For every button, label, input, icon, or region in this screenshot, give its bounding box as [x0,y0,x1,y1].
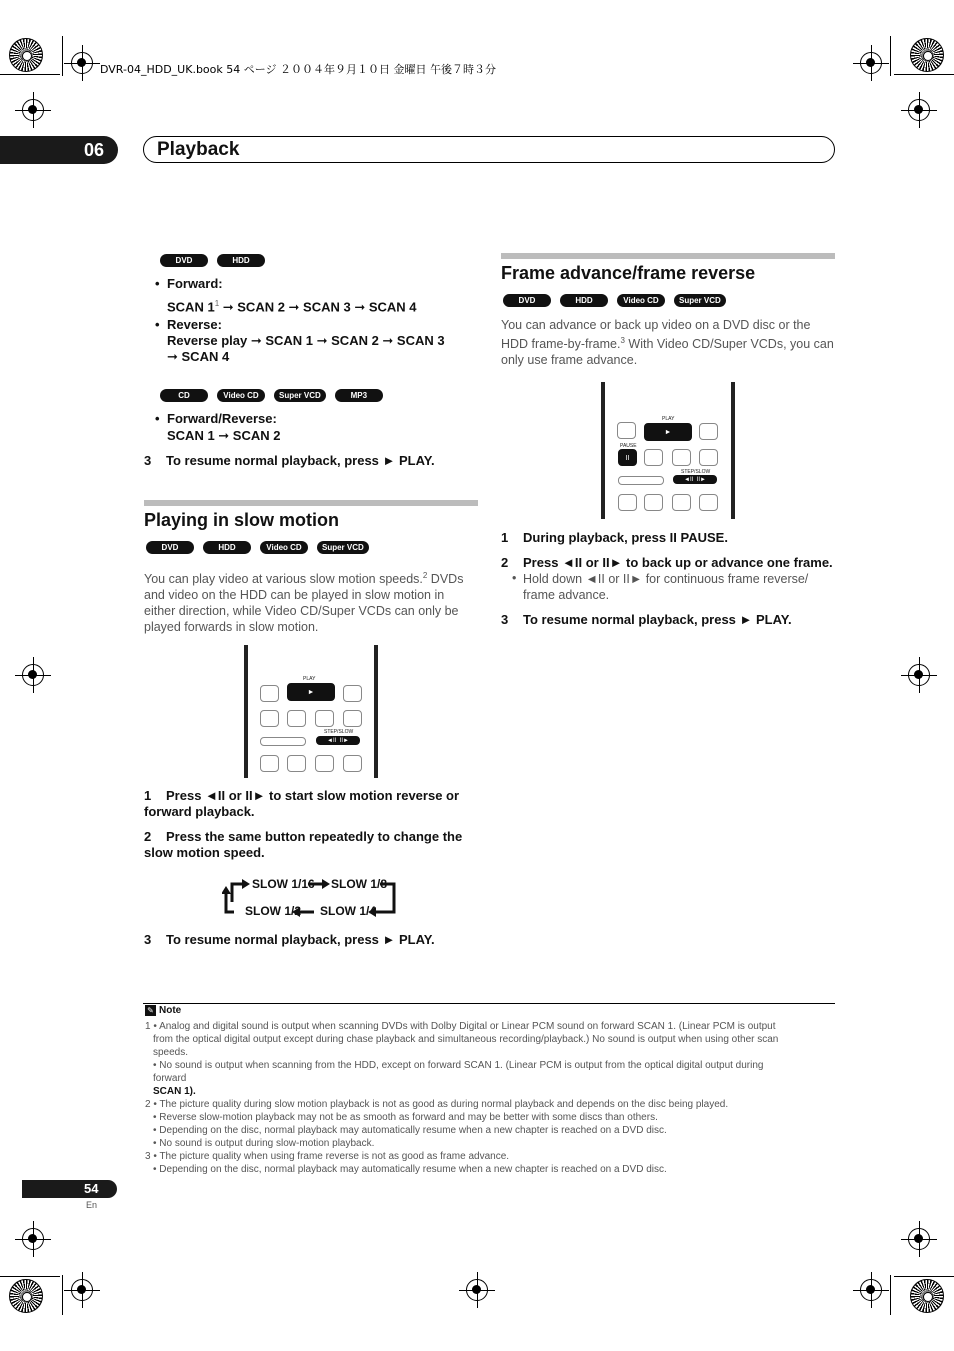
bullet: • [155,317,160,332]
footnote-ref: 1 [214,299,220,308]
chapter-number: 06 [84,140,105,160]
registration-wheel-icon [9,1279,43,1313]
speed-label: SLOW 1/2 [245,904,302,918]
step-number: 1 [501,530,509,545]
frame-step-2-bullet: Hold down ◄II or II► for continuous frame reverse/ frame advance. [523,572,809,602]
pause-label: PAUSE [620,443,637,449]
bullet: • [155,411,160,426]
forward-reverse-sequence: SCAN 1 ➞ SCAN 2 [167,428,281,443]
play-label: PLAY [303,676,316,682]
remote-button [699,423,718,440]
registration-mark-icon [908,664,930,686]
badge-cd: CD [160,389,208,402]
chapter-bar [143,136,835,163]
remote-edge [601,382,605,519]
bullet: • [155,276,160,291]
badge-hdd: HDD [560,294,608,307]
remote-button [287,755,306,772]
badge-dvd: DVD [160,254,208,267]
remote-button [260,737,306,746]
note-line: • No sound is output during slow-motion playback. [153,1138,375,1149]
forward-label: Forward: [167,276,223,291]
badge-super-vcd: Super VCD [317,541,369,554]
page-tab [22,1180,117,1198]
play-button: ► [644,423,692,441]
remote-edge [374,645,378,778]
registration-mark-icon [908,99,930,121]
slow-step-2 [144,829,478,861]
remote-button [260,685,279,702]
registration-mark-icon [22,664,44,686]
note-rule [143,1003,835,1004]
scan-step-3 [144,453,478,469]
registration-mark-icon [466,1279,488,1301]
step-text: Press ◄II or II► to start slow motion reverse or forward playback. [144,788,460,819]
remote-button [672,494,691,511]
page-number: 54 [84,1181,99,1196]
remote-edge [244,645,248,778]
forward-sequence [167,296,417,315]
frame-step-2 [501,555,846,571]
section-bar [144,500,478,506]
disc-badges [503,294,726,307]
remote-button [260,755,279,772]
disc-badges [160,254,265,267]
step-text: Press ◄II or II► to back up or advance one frame. [523,555,833,570]
note-heading-text: Note [159,1005,182,1017]
note-line: 2 • The picture quality during slow motion playback is not as good as during normal playback and depends on the disc being played. [145,1099,729,1110]
crop-mark [0,74,60,75]
remote-button [618,494,637,511]
reverse-label: Reverse: [167,317,222,332]
step-slow-label: STEP/SLOW [324,729,354,735]
registration-mark-icon [860,1279,882,1301]
frame-step-3 [501,612,835,628]
disc-badges [160,389,383,402]
remote-button [699,494,718,511]
disc-badges [146,541,369,554]
step-number: 2 [501,555,509,570]
slow-step-3 [144,932,478,948]
badge-hdd: HDD [217,254,265,267]
step-text: To resume normal playback, press ► PLAY. [166,932,435,947]
play-button: ► [287,683,335,701]
note-line: speeds. [153,1047,189,1058]
crop-mark [0,1276,60,1277]
reverse-sequence-2: ➞ SCAN 4 [167,349,230,364]
note-line: • Depending on the disc, normal playback may automatically resume when a new chapter is reached on a DVD disc. [153,1125,667,1136]
note-line: • Depending on the disc, normal playback may automatically resume when a new chapter is reached on a DVD disc. [153,1164,667,1175]
badge-mp3: MP3 [335,389,383,402]
section-bar [501,253,835,259]
print-header: DVR-04_HDD_UK.book 54 ページ ２００４年９月１０日 金曜日 午後７時３分 [100,63,497,76]
remote-button [644,494,663,511]
badge-video-cd: Video CD [260,541,308,554]
registration-mark-icon [908,1228,930,1250]
slow-section-title: Playing in slow motion [144,510,340,530]
crop-mark [894,1276,954,1277]
badge-super-vcd: Super VCD [274,389,326,402]
badge-video-cd: Video CD [217,389,265,402]
crop-mark [890,1275,891,1315]
note-line: 3 • The picture quality when using frame reverse is not as good as frame advance. [145,1151,510,1162]
speed-label: SLOW 1/4 [320,904,377,918]
note-line: 1 • Analog and digital sound is output when scanning DVDs with Dolby Digital or Linear PCM sound on forward SCAN 1. (Linear PCM is output [145,1021,776,1032]
page-language: En [86,1200,98,1210]
registration-mark-icon [22,1228,44,1250]
registration-mark-icon [71,1279,93,1301]
forward-seq-start: SCAN 1 [167,299,215,315]
badge-video-cd: Video CD [617,294,665,307]
crop-mark [894,74,954,75]
remote-button [315,755,334,772]
step-number: 1 [144,788,152,803]
remote-edge [731,382,735,519]
pause-button: II [618,449,637,466]
forward-seq-rest: ➞ SCAN 2 ➞ SCAN 3 ➞ SCAN 4 [219,299,417,315]
step-text: During playback, press II PAUSE. [523,530,728,545]
remote-button [343,685,362,702]
play-label: PLAY [662,416,675,422]
crop-mark [890,36,891,76]
frame-section-title: Frame advance/frame reverse [501,263,756,283]
note-line: SCAN 1). [153,1086,196,1097]
remote-button [315,710,334,727]
step-number: 3 [144,932,152,947]
step-slow-label: STEP/SLOW [681,469,711,475]
slow-step-1 [144,788,478,820]
remote-button [287,710,306,727]
step-text: To resume normal playback, press ► PLAY. [166,453,435,468]
slow-intro [144,568,478,635]
remote-button [343,710,362,727]
slow-intro-a: You can play video at various slow motion speeds. [144,572,423,587]
frame-intro-b: With Video CD/Super VCDs, you can only use frame advance. [501,337,834,368]
frame-step-1 [501,530,841,546]
slow-intro-b: DVDs and video on the HDD can be played in slow motion in either direction, while Video CD/Super VCDs can only be played forwards in slow motion. [144,572,464,635]
registration-mark-icon [22,99,44,121]
crop-mark [62,36,63,76]
step-number: 3 [501,612,509,627]
step-text: To resume normal playback, press ► PLAY. [523,612,792,627]
registration-mark-icon [71,52,93,74]
registration-mark-icon [860,52,882,74]
remote-button [644,449,663,466]
step-number: 2 [144,829,152,844]
remote-button [343,755,362,772]
remote-illustration [601,382,735,519]
badge-dvd: DVD [146,541,194,554]
remote-illustration [244,645,378,778]
note-line: forward [153,1073,187,1084]
badge-hdd: HDD [203,541,251,554]
remote-button [618,476,664,485]
note-line: from the optical digital output except during chase playback and simultaneous recording/playback.) No sound is output when using other scan [153,1034,779,1045]
step-slow-button: ◄II II► [316,736,360,745]
remote-button [672,449,691,466]
footnote-ref: 2 [422,571,428,580]
bullet: • [512,571,517,585]
step-slow-button: ◄II II► [673,475,717,484]
forward-reverse-label: Forward/Reverse: [167,411,277,426]
badge-super-vcd: Super VCD [674,294,726,307]
badge-dvd: DVD [503,294,551,307]
note-heading [145,1005,181,1016]
note-icon: ✎ [145,1005,156,1016]
registration-wheel-icon [9,38,43,72]
remote-button [260,710,279,727]
registration-wheel-icon [910,1279,944,1313]
footnote-ref: 3 [620,336,625,345]
speed-label: SLOW 1/16 [252,877,315,891]
crop-mark [62,1275,63,1315]
remote-button [699,449,718,466]
chapter-title: Playback [157,139,240,160]
speed-label: SLOW 1/8 [331,877,388,891]
step-number: 3 [144,453,152,468]
step-text: Press the same button repeatedly to change the slow motion speed. [144,829,463,860]
reverse-sequence-1: Reverse play ➞ SCAN 1 ➞ SCAN 2 ➞ SCAN 3 [167,333,445,348]
note-line: • No sound is output when scanning from the HDD, except on forward SCAN 1. (Linear PCM is output from the optical digital output during [153,1060,764,1071]
frame-intro [501,317,835,368]
registration-wheel-icon [910,38,944,72]
remote-button [617,422,636,439]
note-line: • Reverse slow-motion playback may not be as smooth as forward and may be better with some discs than others. [153,1112,658,1123]
frame-intro-a: You can advance or back up video on a DVD disc or the HDD frame-by-frame. [501,318,811,352]
